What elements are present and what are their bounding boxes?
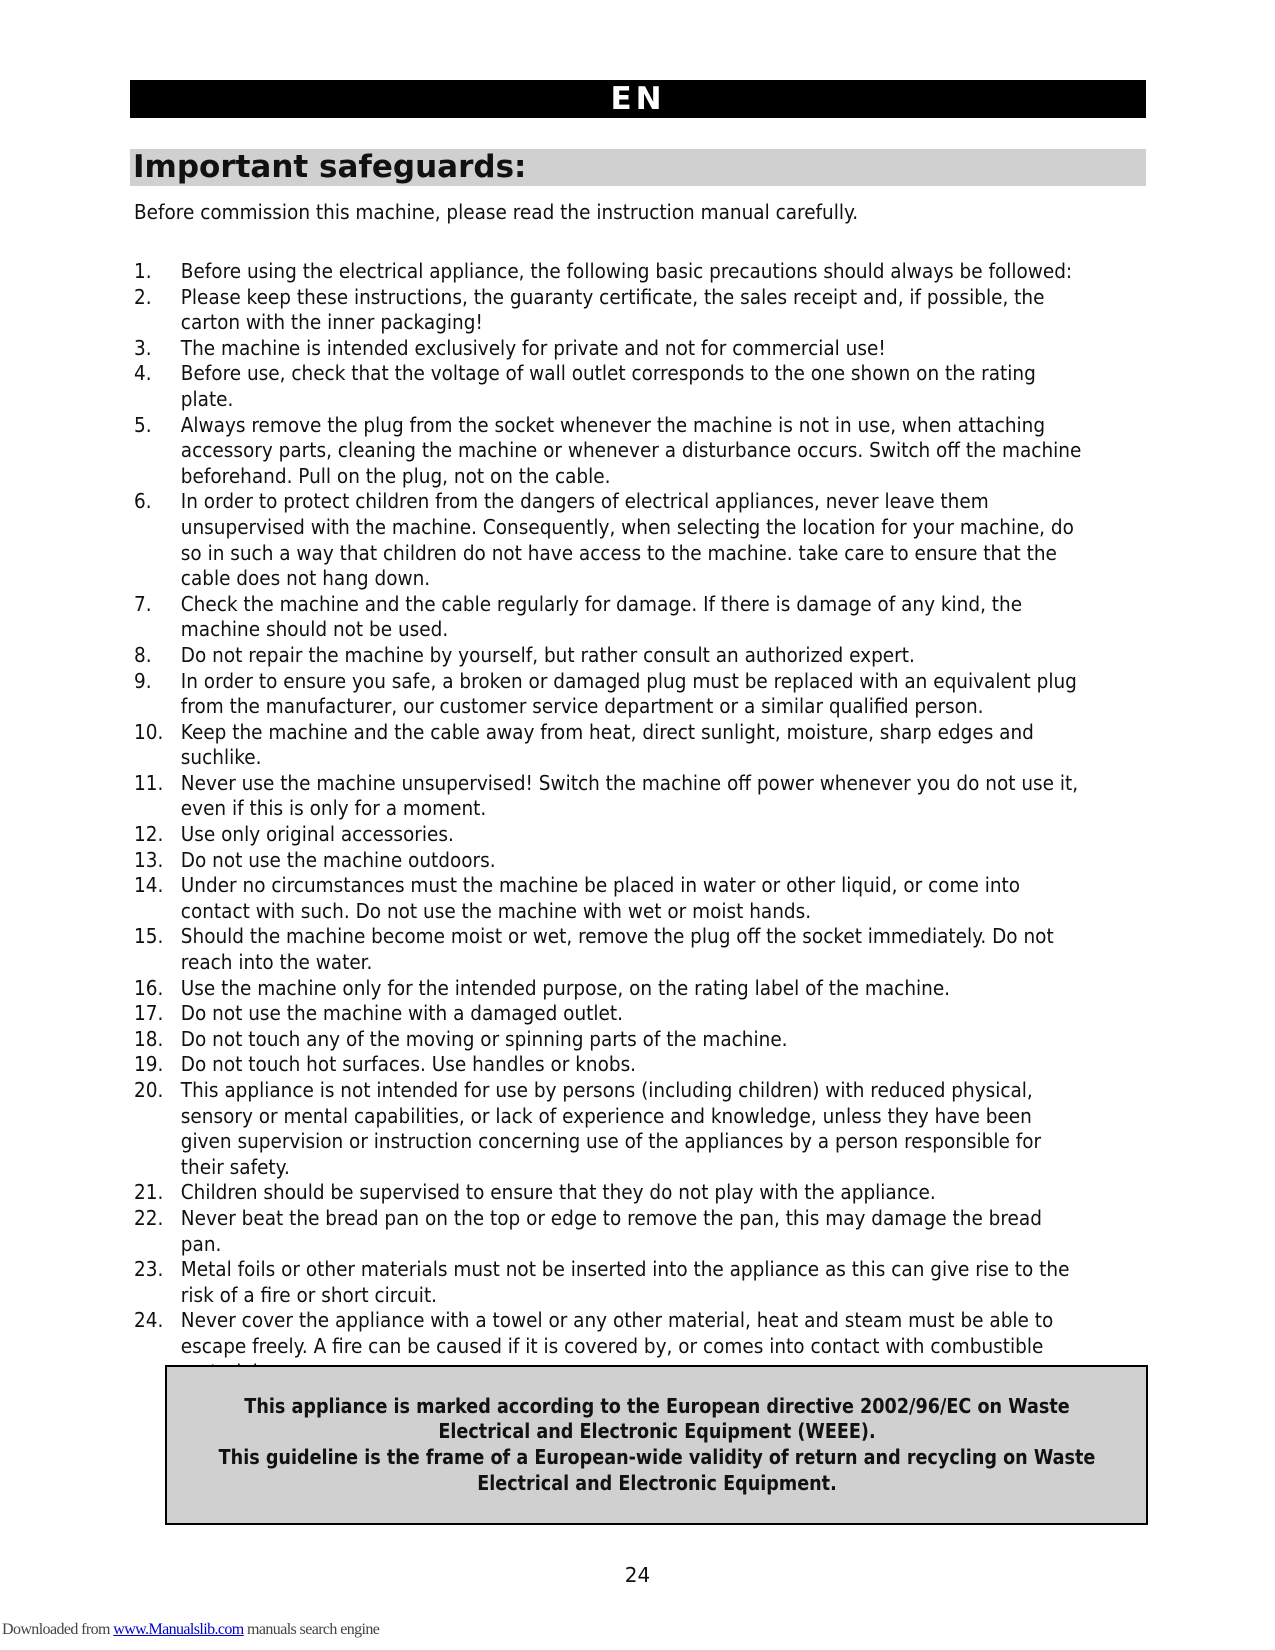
- item-number: 11.: [134, 770, 164, 795]
- item-text: Do not touch any of the moving or spinning parts of the machine.: [180, 1026, 788, 1051]
- item-number: 24.: [134, 1308, 164, 1333]
- item-number: 13.: [134, 847, 164, 872]
- item-number: 15.: [134, 924, 164, 949]
- list-item: [134, 822, 1088, 848]
- item-text: Do not use the machine outdoors.: [180, 847, 496, 872]
- item-number: 1.: [134, 259, 152, 283]
- item-number: 2.: [134, 284, 152, 309]
- manualslib-link[interactable]: www.Manualslib.com: [113, 1621, 244, 1638]
- list-item: [134, 592, 1088, 643]
- item-text: Do not repair the machine by yourself, but rather consult an authorized expert.: [180, 642, 915, 667]
- item-text: Under no circumstances must the machine be placed in water or other liquid, or come into contact with such. Do not use the machine with wet or moist hands.: [180, 873, 1021, 923]
- list-item: [134, 976, 1088, 1002]
- download-footer: [2, 1621, 379, 1639]
- item-text: Check the machine and the cable regularly for damage. If there is damage of any kind, the machine should not be used.: [180, 591, 1023, 642]
- item-text: Before use, check that the voltage of wall outlet corresponds to the one shown on the rating plate.: [180, 361, 1036, 411]
- list-item: [134, 848, 1088, 874]
- list-item: [134, 720, 1088, 771]
- list-item: [134, 771, 1088, 822]
- item-number: 8.: [134, 642, 152, 667]
- item-text: In order to ensure you safe, a broken or damaged plug must be replaced with an equivalent plug from the manufacturer, our customer service department or a similar qualified person.: [180, 668, 1077, 719]
- item-number: 5.: [134, 412, 152, 437]
- item-number: 20.: [134, 1078, 164, 1102]
- item-number: 9.: [134, 668, 152, 693]
- item-text: Keep the machine and the cable away from heat, direct sunlight, moisture, sharp edges and suchlike.: [180, 719, 1034, 770]
- item-number: 10.: [134, 719, 164, 744]
- intro-text: Before commission this machine, please read the instruction manual carefully.: [134, 200, 859, 224]
- list-item: [134, 1027, 1088, 1053]
- list-item: [134, 873, 1088, 924]
- item-text: Never beat the bread pan on the top or edge to remove the pan, this may damage the bread pan.: [180, 1205, 1042, 1256]
- list-item: [134, 1206, 1088, 1257]
- item-number: 6.: [134, 489, 152, 514]
- item-number: 3.: [134, 335, 152, 360]
- list-item: [134, 285, 1088, 336]
- list-item: [134, 259, 1088, 285]
- item-text: Use only original accessories.: [180, 822, 454, 847]
- item-text: In order to protect children from the dangers of electrical appliances, never leave them unsupervised with the machine. Consequently, when selecting the location for your machine, do so in such a way that children do not have access to the machine. take care to ensure that the cable does not hang down.: [180, 489, 1074, 591]
- item-text: Before using the electrical appliance, the following basic precautions should always be followed:: [180, 259, 1073, 283]
- item-number: 16.: [134, 975, 164, 1000]
- item-number: 4.: [134, 361, 152, 386]
- list-item: [134, 1257, 1088, 1308]
- footer-prefix: Downloaded from: [2, 1621, 114, 1638]
- item-number: 18.: [134, 1026, 164, 1051]
- item-number: 12.: [134, 822, 164, 847]
- item-number: 7.: [134, 591, 152, 616]
- list-item: [134, 1078, 1088, 1180]
- item-number: 17.: [134, 1001, 164, 1026]
- list-item: [134, 413, 1088, 490]
- page-number: 24: [624, 1563, 651, 1587]
- item-text: This appliance is not intended for use by persons (including children) with reduced physical, sensory or mental capabilities, or lack of experience and knowledge, unless they have been given supervision or instruction concerning use of the appliances by a person responsible for their safety.: [180, 1078, 1042, 1179]
- item-text: Children should be supervised to ensure that they do not play with the appliance.: [180, 1180, 936, 1205]
- weee-notice-box: [165, 1365, 1148, 1525]
- item-text: Never use the machine unsupervised! Switch the machine off power whenever you do not use it, even if this is only for a moment.: [180, 770, 1079, 821]
- list-item: [134, 643, 1088, 669]
- item-number: 14.: [134, 873, 164, 898]
- footer-suffix: manuals search engine: [243, 1621, 380, 1638]
- list-item: [134, 1001, 1088, 1027]
- item-text: Never cover the appliance with a towel or any other material, heat and steam must be able to escape freely. A fire can be caused if it is covered by, or comes into contact with combustible: [180, 1308, 1054, 1358]
- list-item: [134, 924, 1088, 975]
- safeguards-list: [134, 259, 1088, 1385]
- list-item: [134, 669, 1088, 720]
- item-text: Do not touch hot surfaces. Use handles or knobs.: [180, 1052, 637, 1077]
- weee-notice-line-2: This guideline is the frame of a European-wide validity of return and recycling on Waste Electrical and Electronic Equipment.: [218, 1445, 1095, 1495]
- item-text: The machine is intended exclusively for private and not for commercial use!: [180, 335, 886, 360]
- item-text: Do not use the machine with a damaged outlet.: [180, 1001, 623, 1026]
- item-text: Please keep these instructions, the guaranty certificate, the sales receipt and, if possible, the carton with the inner packaging!: [180, 284, 1045, 335]
- list-item: [134, 489, 1088, 591]
- item-number: 21.: [134, 1180, 164, 1205]
- list-item: [134, 336, 1088, 362]
- list-item: [134, 361, 1088, 412]
- item-text: Should the machine become moist or wet, remove the plug off the socket immediately. Do not reach into the water.: [180, 924, 1054, 975]
- language-banner: EN: [130, 80, 1146, 118]
- item-text: Metal foils or other materials must not be inserted into the appliance as this can give rise to the risk of a fire or short circuit.: [180, 1257, 1070, 1307]
- list-item: [134, 1180, 1088, 1206]
- item-text: Use the machine only for the intended purpose, on the rating label of the machine.: [180, 975, 951, 1000]
- item-text: Always remove the plug from the socket whenever the machine is not in use, when attaching accessory parts, cleaning the machine or whenever a disturbance occurs. Switch off the machine beforehand. Pull on the plug, not on the cable.: [180, 412, 1082, 488]
- page-title: Important safeguards:: [130, 149, 1146, 186]
- weee-notice-line-1: This appliance is marked according to the European directive 2002/96/EC on Waste Electrical and Electronic Equipment (WEEE).: [243, 1393, 1070, 1444]
- list-item: [134, 1052, 1088, 1078]
- item-number: 23.: [134, 1257, 164, 1282]
- item-number: 22.: [134, 1205, 164, 1230]
- item-number: 19.: [134, 1052, 164, 1077]
